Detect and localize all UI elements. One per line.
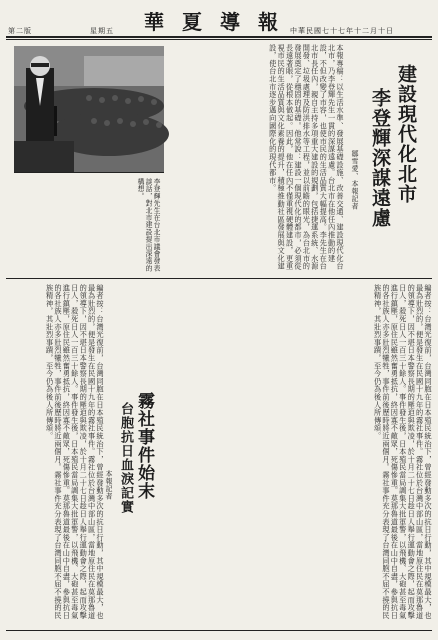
photo-illustration: [14, 46, 164, 172]
article2-body-left: 編者按：台灣光復前，台灣同胞在日本殖民統治下，曾經發動多次的抗日行動，其中規模最大，也最為壯烈的，便是發生在民國十九年的霧社事件。霧社位於台灣中部山區，當地原住民在莫那魯道的領導下，因不堪日本警察長期的壓迫與欺凌，於十月二十七日趁日人舉行運動會之際，起而攻擊日人，殺死日人一百三十餘人。事件發生後，日本殖民當局調集大批軍警，以飛機、大砲甚至毒氣進行鎮壓，原住民雖然奮勇抵抗，終因寡不敵眾，死傷慘重。莫那魯道最後在山中自盡，參與抗日的各社族人亦多壯烈犧牲，事件前後歷時將近兩個月。霧社事件充分表現了台灣同胞不屈不撓的民族精神，其壯烈事蹟，至今仍為後人所傳頌。: [45, 284, 105, 620]
page-number: 第二版: [8, 27, 32, 35]
masthead: [0, 0, 438, 40]
issue-date: 中華民國七十七年十二月十日: [290, 27, 394, 35]
article2-headline-1: 霧社事件始末: [134, 392, 154, 500]
article1-body: 本報專稿：以生活水準、發展基礎設施、改善交通、建設現代化台北市，乃李登輝先生一貫的深謀遠慮。台北市在他任內推動的建設，不但改變了市容，也使市民的生活品質大幅提高。李先生在台北市長任內，親自主持多項重大建設的規劃，包括捷運系統、水源開發、垃圾處理及防洪排水等工程，並以前瞻的眼光，為台北市的發展奠定了穩固的基礎。他常說：建設一個現代化的都市，必須從長遠著眼，從根本做起。因此，他在任內不僅重視硬體建設，更重視市民的生活品質與文化素養的提升，積極推動社區發展與文化建設，使台北市逐步邁向國際化的現代都市。: [268, 44, 345, 271]
newspaper-title: 華夏導報: [144, 10, 296, 34]
news-photo: [14, 46, 164, 172]
photo-rule: [14, 172, 164, 173]
article1-headline-2: 李登輝深謀遠慮: [369, 88, 391, 228]
section-divider: [6, 278, 432, 279]
masthead-rule: [6, 36, 432, 38]
masthead-rule-thin: [6, 39, 432, 40]
article1-byline: 鄒雪愛、本報記者: [351, 150, 359, 210]
issue-weekday: 星期五: [90, 27, 114, 35]
article2-headline-2: 台胞抗日血淚記實: [118, 402, 133, 514]
photo-caption: 李登輝先生在台北市議會發表談話，對北市建設提出深遠的構想。: [136, 178, 160, 272]
article2-body-right: 編者按：台灣光復前，台灣同胞在日本殖民統治下，曾經發動多次的抗日行動，其中規模最大，也最為壯烈的，便是發生在民國十九年的霧社事件。霧社位於台灣中部山區，當地原住民在莫那魯道的領導下，因不堪日本警察長期的壓迫與欺凌，於十月二十七日趁日人舉行運動會之際，起而攻擊日人，殺死日人一百三十餘人。事件發生後，日本殖民當局調集大批軍警，以飛機、大砲甚至毒氣進行鎮壓，原住民雖然奮勇抵抗，終因寡不敵眾，死傷慘重。莫那魯道最後在山中自盡，參與抗日的各社族人亦多壯烈犧牲，事件前後歷時將近兩個月。霧社事件充分表現了台灣同胞不屈不撓的民族精神，其壯烈事蹟，至今仍為後人所傳頌。: [373, 284, 433, 620]
bottom-rule: [6, 630, 432, 631]
article2-byline: 本報記者: [105, 470, 113, 500]
article1-headline-1: 建設現代化北市: [395, 64, 417, 204]
